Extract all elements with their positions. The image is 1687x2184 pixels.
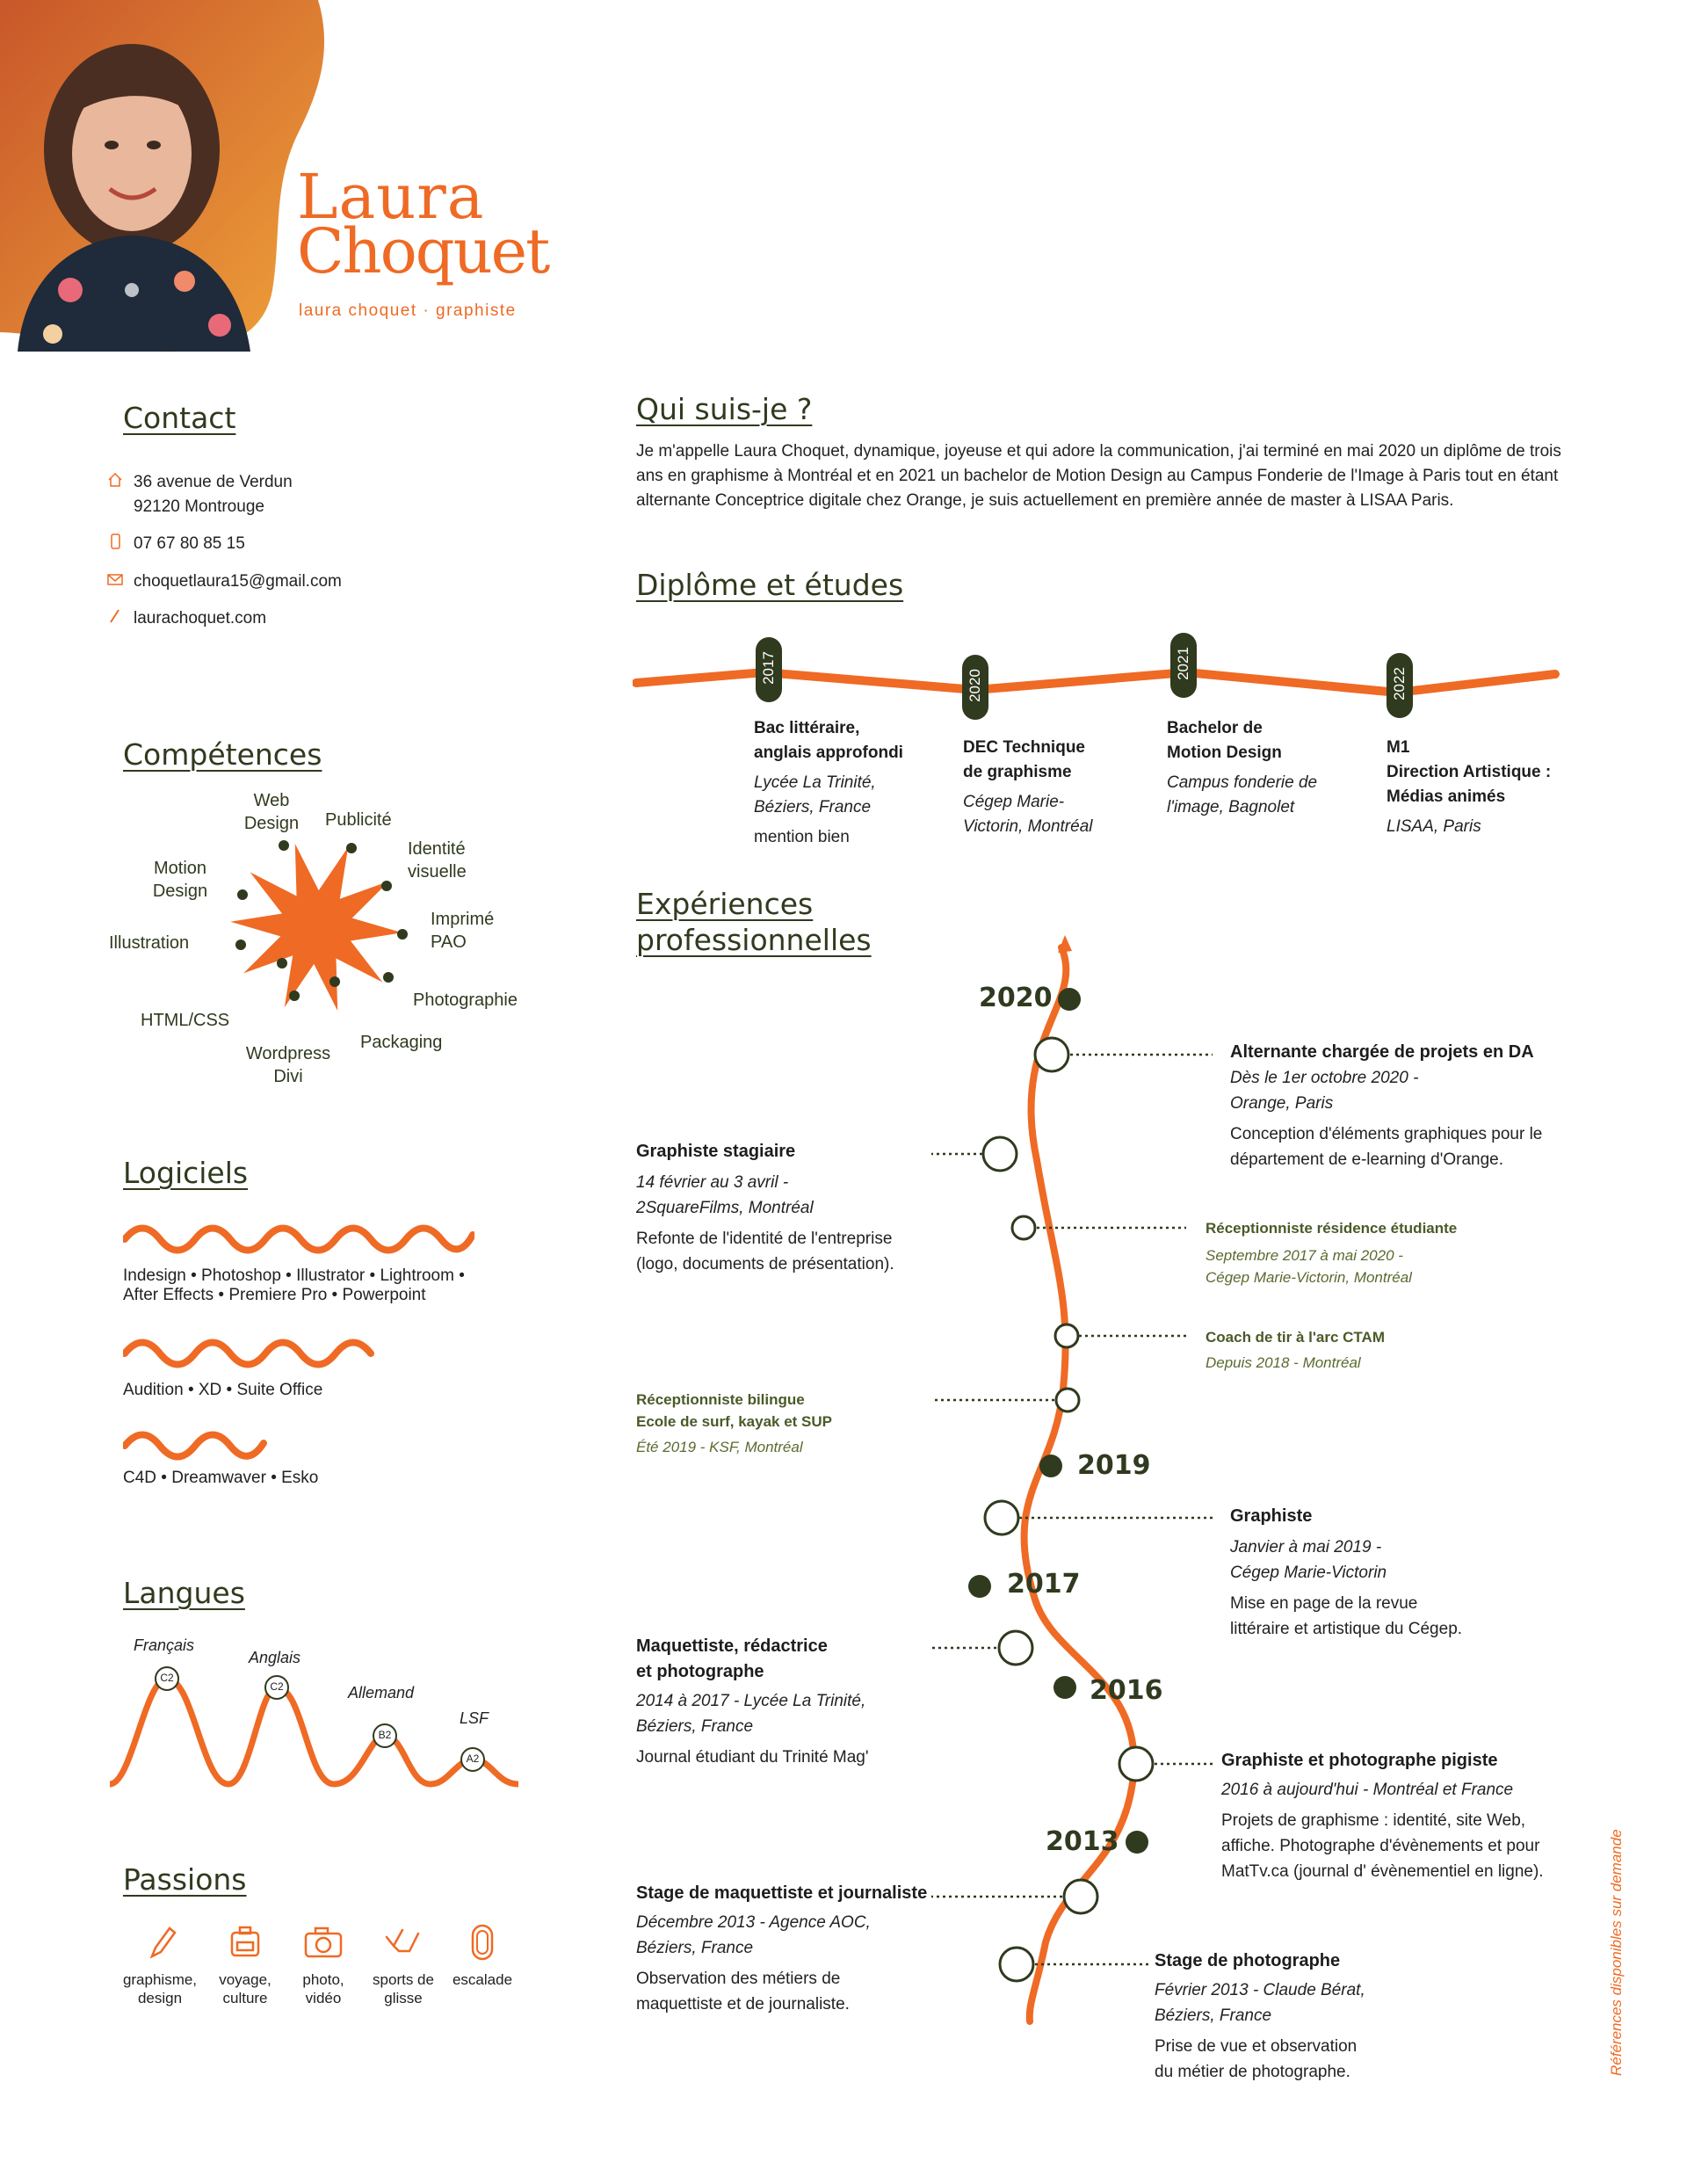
language-level-lsf: A2 [466, 1752, 480, 1765]
skill-publicite: Publicité [325, 810, 392, 830]
language-name-en: Anglais [249, 1649, 301, 1666]
phone-icon [107, 533, 123, 549]
skill-dot [235, 940, 246, 950]
experience-item-archery: Coach de tir à l'arc CTAM Depuis 2018 - Montréal [1206, 1329, 1385, 1371]
shaka-icon [383, 1925, 424, 1960]
skill-dot [383, 972, 394, 983]
backpack-icon [228, 1925, 263, 1960]
skill-motion: Motion Design [152, 859, 208, 901]
experience-year-dot [968, 1575, 991, 1598]
pencil-icon [107, 608, 123, 624]
experience-year-2017: 2017 [1007, 1569, 1081, 1600]
software-title: Logiciels [123, 1156, 249, 1190]
website-value: laurachoquet.com [134, 609, 267, 628]
language-name-fr: Français [134, 1636, 195, 1654]
experience-node [999, 1631, 1032, 1665]
experience-year-dot [1058, 988, 1081, 1011]
skill-illustration: Illustration [109, 933, 190, 953]
experience-year-dot [1126, 1831, 1148, 1854]
experience-node [1000, 1948, 1033, 1981]
software-group2: Audition • XD • Suite Office [123, 1381, 323, 1399]
skill-wordpress: Wordpress Divi [245, 1044, 331, 1086]
education-year-2020: 2020 [967, 669, 983, 702]
about-title: Qui suis-je ? [636, 392, 813, 426]
skills-star-chart [220, 839, 413, 1024]
phone-value: 07 67 80 85 15 [134, 534, 245, 553]
passion-label-climbing: escalade [452, 1971, 513, 1988]
skill-dot [346, 843, 357, 853]
experience-node [983, 1137, 1017, 1171]
contact-email[interactable] [134, 570, 342, 594]
experience-node [1012, 1216, 1035, 1239]
experience-year-2016: 2016 [1090, 1675, 1163, 1706]
contact-address [134, 470, 293, 519]
passion-label-photo: photo, vidéo [302, 1971, 344, 2006]
mail-icon [107, 571, 123, 587]
passion-label-travel: voyage, culture [219, 1971, 272, 2006]
experience-item-ksf: Réceptionniste bilingue Ecole de surf, kayak et SUP Été 2019 - KSF, Montréal [636, 1391, 832, 1455]
address-line2: 92120 Montrouge [134, 497, 264, 516]
contact-title: Contact [123, 401, 236, 435]
skill-imprime: Imprimé PAO [431, 910, 495, 952]
pencil-icon [147, 1925, 177, 1960]
skill-dot [277, 958, 287, 969]
education-item-bac: Bac littéraire, anglais approfondi Lycée La Trinité, Béziers, France mention bien [754, 719, 903, 846]
camera-icon [303, 1925, 344, 1960]
references-note: Références disponibles sur demande [1608, 1829, 1625, 2076]
software-wave-3 [123, 1424, 281, 1468]
about-text: Je m'appelle Laura Choquet, dynamique, joyeuse et qui adore la communication, j'ai terminé en mai 2020 un diplôme de trois ans en graphisme à Montréal et en 2021 un bachelor de Motion Design au Campus Fonderie de l'Image à Paris tout en étant alternante Conceptrice digitale chez Orange, je suis actuellement en première année de master à LISAA Paris. [636, 442, 1561, 510]
language-name-lsf: LSF [460, 1709, 489, 1727]
name-first: Laura [297, 161, 485, 233]
skill-dot [237, 889, 248, 900]
experience-timeline [931, 932, 1213, 2030]
tagline: laura choquet · graphiste [299, 301, 517, 320]
experience-year-2019: 2019 [1077, 1450, 1151, 1481]
education-year-2017: 2017 [760, 651, 777, 685]
skill-dot [397, 929, 408, 940]
passions-title: Passions [123, 1862, 247, 1897]
skill-dot [381, 881, 392, 891]
software-group1-line2: After Effects • Premiere Pro • Powerpoint [123, 1286, 426, 1304]
languages-title: Langues [123, 1576, 245, 1610]
experience-item-photographe: Stage de photographe Février 2013 - Claude Bérat, Béziers, France Prise de vue et observation du métier de photographe. [1155, 1951, 1365, 2081]
experience-node [1064, 1880, 1097, 1913]
name-last: Choquet [297, 215, 549, 287]
contact-phone[interactable] [134, 532, 245, 556]
education-year-2022: 2022 [1391, 667, 1408, 700]
experience-item-orange: Alternante chargée de projets en DA Dès le 1er octobre 2020 - Orange, Paris Conception d'éléments graphiques pour le département de e-learning d'Orange. [1230, 1042, 1543, 1169]
contact-website[interactable] [134, 606, 266, 631]
skill-dot [279, 840, 289, 851]
passion-label-sports: sports de glisse [373, 1971, 434, 2006]
software-wave-2 [123, 1331, 387, 1375]
experience-node [1055, 1324, 1078, 1347]
language-level-fr: C2 [160, 1672, 174, 1684]
experience-title: Expériences professionnelles [636, 887, 872, 958]
education-title: Diplôme et études [636, 568, 904, 602]
carabiner-icon [469, 1923, 496, 1962]
experience-item-cegep-graphiste: Graphiste Janvier à mai 2019 - Cégep Marie-Victorin Mise en page de la revue littéraire et artistique du Cégep. [1230, 1506, 1463, 1638]
header-photo-blob [0, 0, 334, 360]
skill-web-design: Web Design [243, 791, 300, 833]
education-item-dec: DEC Technique de graphisme Cégep Marie- Victorin, Montréal [963, 738, 1093, 836]
experience-year-2020: 2020 [979, 983, 1053, 1013]
experience-node [1119, 1747, 1153, 1781]
experience-year-2013: 2013 [1046, 1826, 1119, 1857]
language-name-de: Allemand [348, 1684, 415, 1701]
skill-photographie: Photographie [413, 990, 518, 1010]
education-item-master: M1 Direction Artistique : Médias animés LISAA, Paris [1387, 738, 1552, 836]
skill-packaging: Packaging [360, 1033, 443, 1052]
experience-item-freelance: Graphiste et photographe pigiste 2016 à aujourd'hui - Montréal et France Projets de graphisme : identité, site Web, affiche. Photographe d'évènements et pour MatTv.ca (journal d' évènementiel en ligne). [1221, 1751, 1544, 1881]
experience-item-reception-residence: Réceptionniste résidence étudiante Septembre 2017 à mai 2020 - Cégep Marie-Victorin, Montréal [1206, 1220, 1458, 1286]
experience-item-aoc: Stage de maquettiste et journaliste Décembre 2013 - Agence AOC, Béziers, France Observation des métiers de maquettiste et de journaliste. [636, 1883, 928, 2013]
skill-dot [329, 976, 340, 987]
experience-item-2squarefilms: Graphiste stagiaire 14 février au 3 avril - 2SquareFilms, Montréal Refonte de l'identité de l'entreprise (logo, documents de présentation). [636, 1142, 894, 1273]
software-group1-line1: Indesign • Photoshop • Illustrator • Lightroom • [123, 1266, 465, 1285]
experience-node [1056, 1389, 1079, 1411]
skill-html: HTML/CSS [141, 1011, 230, 1030]
language-level-de: B2 [378, 1729, 392, 1741]
skill-identite: Identité visuelle [408, 839, 467, 882]
language-level-en: C2 [270, 1680, 284, 1693]
experience-node [985, 1501, 1018, 1535]
education-item-bachelor: Bachelor de Motion Design Campus fonderie de l'image, Bagnolet [1167, 719, 1318, 816]
experience-year-dot [1039, 1455, 1062, 1477]
skills-title: Compétences [123, 737, 322, 772]
software-wave-1 [123, 1217, 474, 1261]
education-year-2021: 2021 [1175, 647, 1191, 680]
address-line1: 36 avenue de Verdun [134, 473, 293, 491]
passion-label-design: graphisme, design [122, 1971, 198, 2006]
experience-year-dot [1053, 1676, 1076, 1699]
skill-dot [289, 990, 300, 1001]
email-value: choquetlaura15@gmail.com [134, 572, 342, 591]
experience-item-trinite: Maquettiste, rédactrice et photographe 2014 à 2017 - Lycée La Trinité, Béziers, France Journal étudiant du Trinité Mag' [636, 1636, 869, 1767]
home-icon [107, 472, 123, 488]
experience-node [1035, 1038, 1068, 1071]
software-group3: C4D • Dreamwaver • Esko [123, 1469, 319, 1487]
